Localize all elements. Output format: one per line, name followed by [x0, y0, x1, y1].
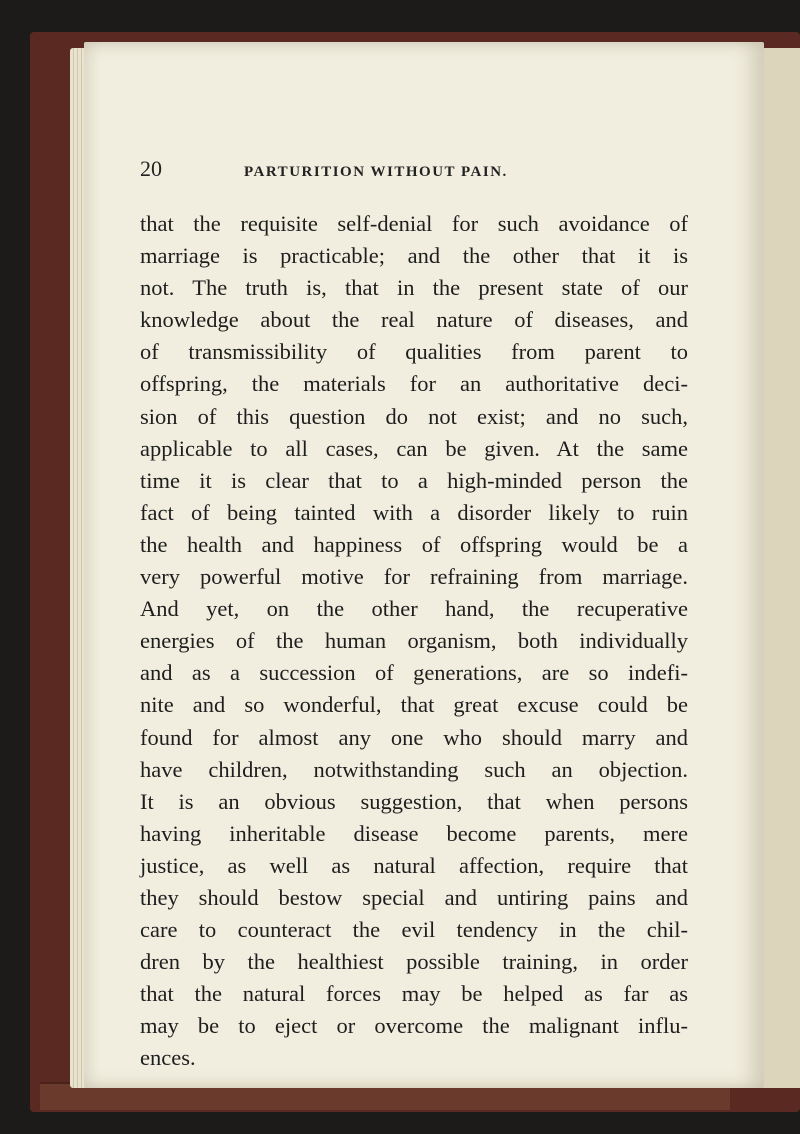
text-line: the health and happiness of offspring would be a	[140, 531, 688, 557]
text-line: not. The truth is, that in the present state of our	[140, 275, 688, 301]
text-line: offspring, the materials for an authoritative deci-	[140, 371, 688, 397]
text-line: time it is clear that to a high-minded person the	[140, 467, 688, 493]
text-line: they should bestow special and untiring pains and	[140, 884, 688, 910]
text-line: of transmissibility of qualities from parent to	[140, 339, 688, 365]
text-line: may be to eject or overcome the malignant influ-	[140, 1013, 688, 1039]
text-line: fact of being tainted with a disorder likely to ruin	[140, 499, 688, 525]
text-line: ences.	[140, 1045, 196, 1071]
text-line: that the requisite self-denial for such avoidance of	[140, 211, 688, 236]
text-line: dren by the healthiest possible training, in order	[140, 949, 688, 975]
page-number: 20	[140, 156, 162, 181]
text-line: having inheritable disease become parents, mere	[140, 820, 688, 846]
text-line: It is an obvious suggestion, that when persons	[140, 788, 688, 814]
text-line: sion of this question do not exist; and no such,	[140, 403, 688, 429]
text-line: and as a succession of generations, are so indefi-	[140, 660, 688, 686]
text-line: justice, as well as natural affection, require that	[140, 852, 688, 878]
text-line: applicable to all cases, can be given. At the same	[140, 435, 688, 461]
running-title: PARTURITION WITHOUT PAIN.	[244, 164, 508, 180]
text-line: care to counteract the evil tendency in the chil-	[140, 917, 688, 943]
text-line: knowledge about the real nature of diseases, and	[140, 307, 688, 333]
text-line: nite and so wonderful, that great excuse could be	[140, 692, 688, 718]
text-line: that the natural forces may be helped as far as	[140, 981, 688, 1007]
text-line: marriage is practicable; and the other that it is	[140, 243, 688, 269]
body-text	[140, 208, 688, 1075]
text-line: have children, notwithstanding such an objection.	[140, 756, 688, 782]
text-line: And yet, on the other hand, the recuperative	[140, 596, 688, 622]
text-line: energies of the human organism, both individually	[140, 628, 688, 654]
text-line: very powerful motive for refraining from marriage.	[140, 564, 688, 590]
page-header	[140, 152, 640, 192]
text-line: found for almost any one who should marry and	[140, 724, 688, 750]
